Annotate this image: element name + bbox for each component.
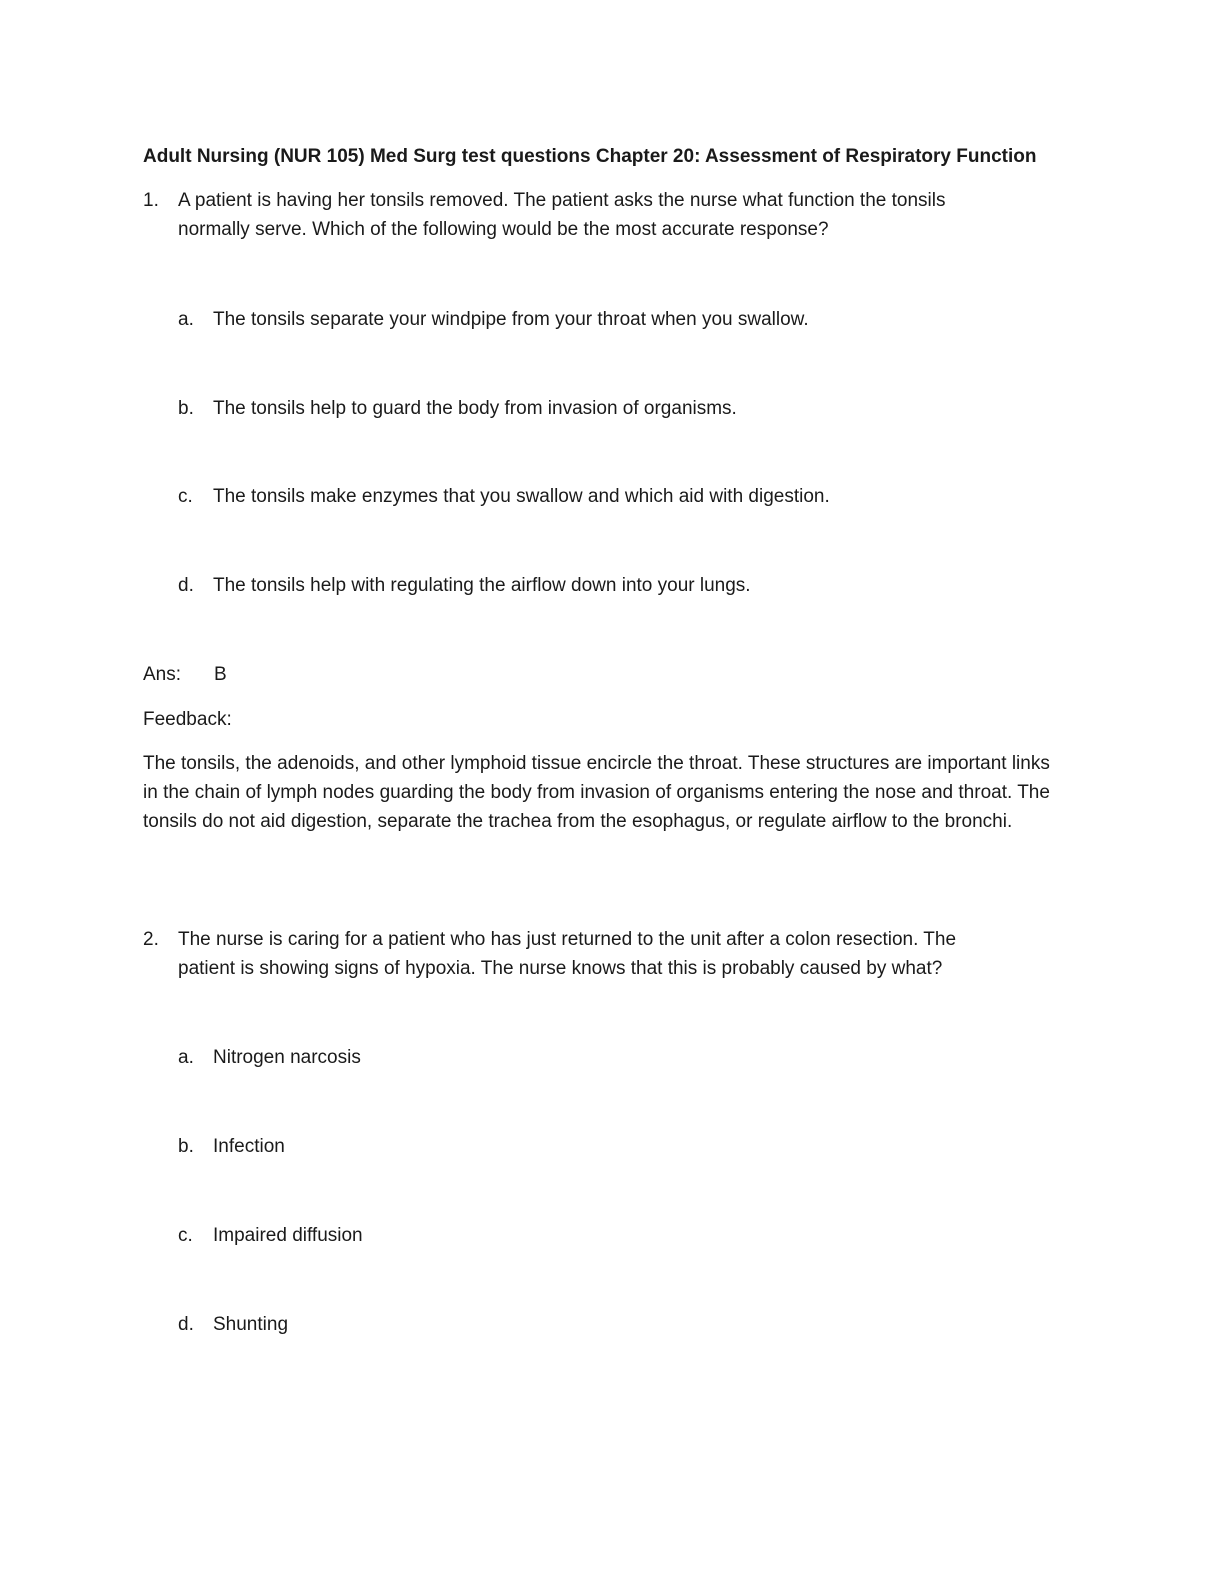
option-text: The tonsils help with regulating the airflow down into your lungs.	[213, 575, 751, 596]
question-2-option-c	[178, 1221, 363, 1250]
option-letter: c.	[178, 486, 193, 507]
document-title: Adult Nursing (NUR 105) Med Surg test questions Chapter 20: Assessment of Respiratory Function	[143, 146, 1037, 167]
option-text: The tonsils make enzymes that you swallow and which aid with digestion.	[213, 486, 830, 507]
question-1-option-a	[178, 305, 809, 334]
question-text: A patient is having her tonsils removed. The patient asks the nurse what function the tonsils normally serve. Which of the following would be the most accurate response?	[178, 190, 946, 240]
question-2-stem	[143, 925, 1013, 983]
question-2-option-a	[178, 1043, 361, 1072]
option-text: Nitrogen narcosis	[213, 1047, 361, 1068]
question-number: 2.	[143, 929, 159, 950]
question-1-answer	[143, 660, 227, 689]
question-1-option-d	[178, 571, 751, 600]
question-1-stem	[143, 186, 1013, 244]
option-letter: a.	[178, 1047, 194, 1068]
option-text: Infection	[213, 1136, 285, 1157]
option-text: The tonsils separate your windpipe from your throat when you swallow.	[213, 309, 809, 330]
question-1-option-b	[178, 394, 737, 423]
question-text: The nurse is caring for a patient who has just returned to the unit after a colon resection. The patient is showing signs of hypoxia. The nurse knows that this is probably caused by what?	[178, 929, 957, 979]
answer-label: Ans:	[143, 664, 182, 685]
option-letter: d.	[178, 575, 194, 596]
option-text: Shunting	[213, 1314, 289, 1335]
option-letter: b.	[178, 1136, 194, 1157]
option-letter: a.	[178, 309, 194, 330]
question-1-option-c	[178, 482, 830, 511]
feedback-text: The tonsils, the adenoids, and other lymphoid tissue encircle the throat. These structures are important links in the chain of lymph nodes guarding the body from invasion of organisms entering the nose and throat. The tonsils do not aid digestion, separate the trachea from the esophagus, or regulate airflow to the bronchi.	[143, 753, 1050, 832]
option-letter: d.	[178, 1314, 194, 1335]
question-2-option-d	[178, 1310, 288, 1339]
option-letter: c.	[178, 1225, 193, 1246]
option-text: The tonsils help to guard the body from invasion of organisms.	[213, 398, 737, 419]
question-number: 1.	[143, 190, 159, 211]
question-2-option-b	[178, 1132, 285, 1161]
option-letter: b.	[178, 398, 194, 419]
option-text: Impaired diffusion	[213, 1225, 363, 1246]
feedback-label: Feedback:	[143, 709, 232, 730]
answer-value: B	[214, 664, 227, 685]
